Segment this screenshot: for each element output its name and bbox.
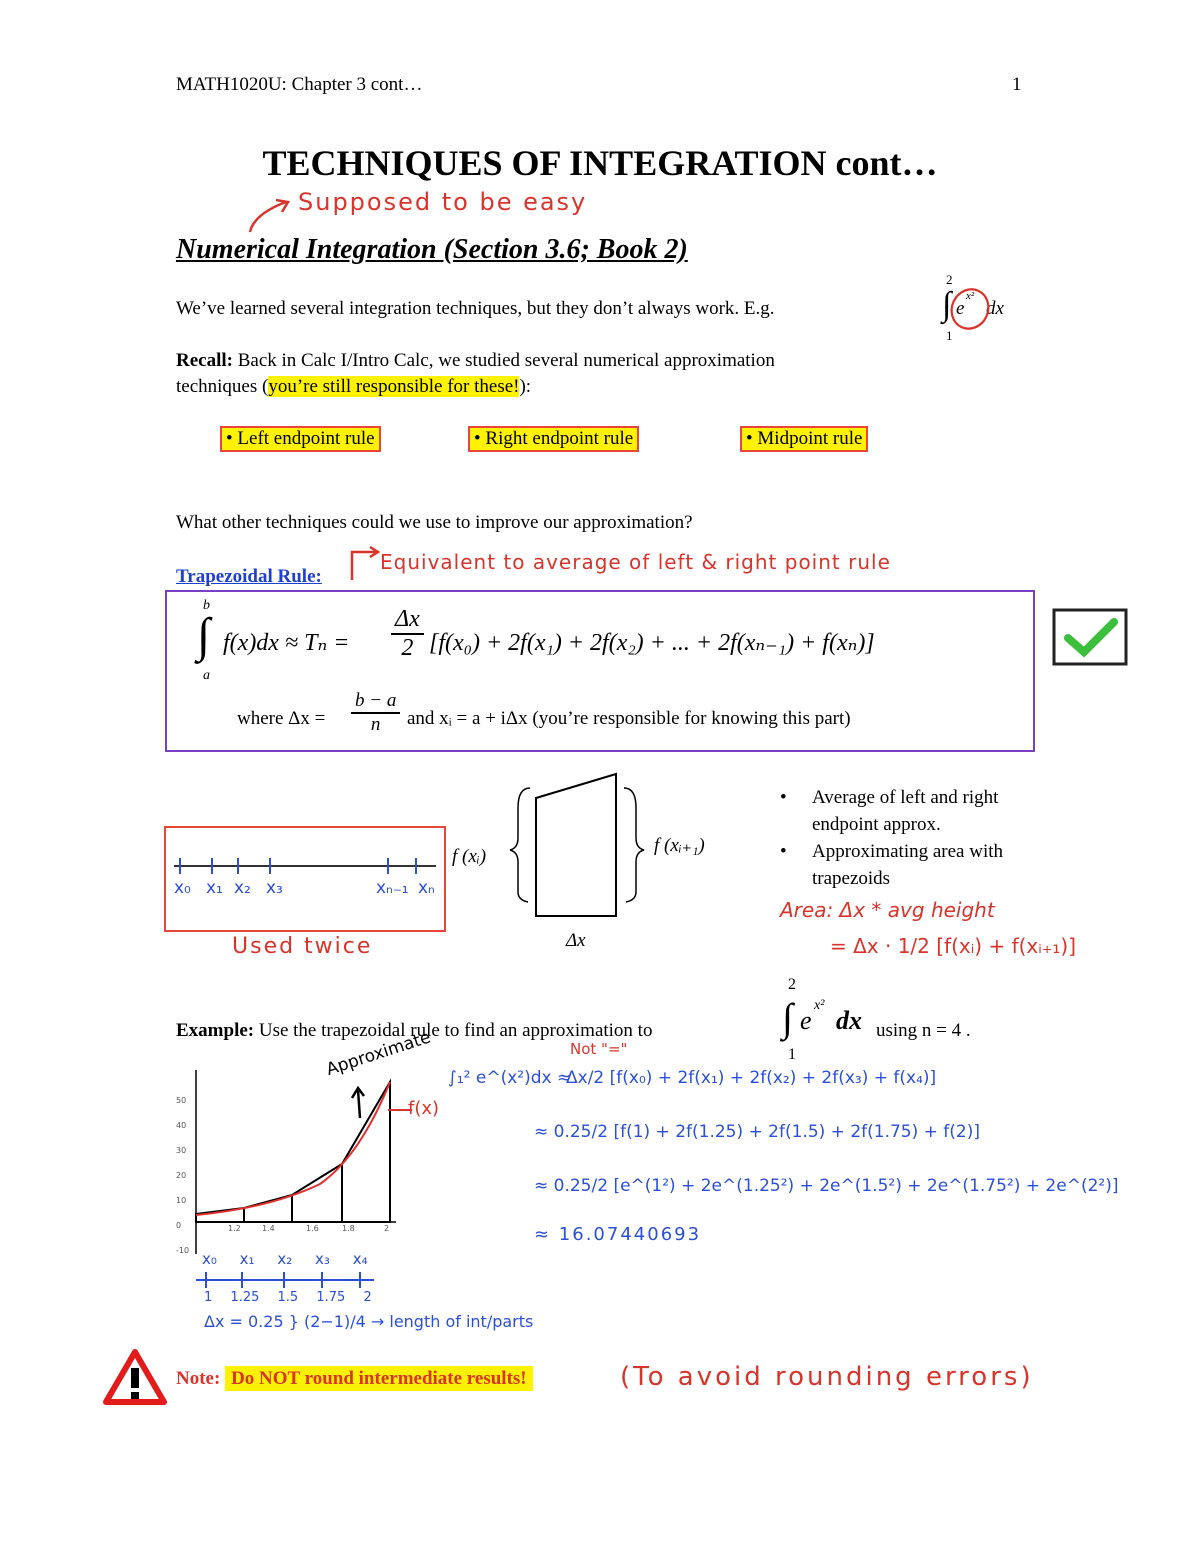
- formula-fraction: [391, 606, 424, 662]
- integrand: e: [800, 1006, 812, 1035]
- x-value: 1: [204, 1290, 213, 1305]
- tick-label: 1.2: [228, 1224, 241, 1233]
- fraction-denominator: 2: [401, 635, 414, 661]
- where-label: where Δx =: [237, 708, 326, 729]
- page-title: TECHNIQUES OF INTEGRATION cont…: [262, 143, 938, 183]
- graph-x-values: [204, 1290, 372, 1305]
- recall-line-2: [176, 376, 531, 398]
- x-value: 1.25: [230, 1290, 260, 1305]
- axis-label: xₙ: [418, 878, 435, 898]
- step-3: ≈ 0.25/2 [e^(1²) + 2e^(1.25²) + 2e^(1.5²) + 2e^(1.75²) + 2e^(2²)]: [534, 1176, 1119, 1196]
- x-value: 1.75: [316, 1290, 346, 1305]
- where-text: and xᵢ = a + iΔx (you’re responsible for knowing this part): [407, 708, 851, 729]
- graph-y-ticks: [176, 1088, 189, 1263]
- fraction-numerator: Δx: [391, 606, 424, 635]
- label-f-xi1: f (xᵢ₊₁): [654, 835, 705, 856]
- trapezoid-heading: Trapezoidal Rule:: [176, 566, 322, 587]
- annotation-supposed: Supposed to be easy: [298, 188, 588, 216]
- axis-label: x₀: [174, 878, 191, 898]
- number-line: [194, 1270, 376, 1290]
- tick-label: 1.8: [342, 1224, 355, 1233]
- note-line: [176, 1368, 533, 1390]
- section-heading: Numerical Integration (Section 3.6; Book 2): [176, 234, 688, 265]
- fraction-numerator: b − a: [351, 690, 400, 714]
- annotation-approximate: Approximate: [323, 1027, 434, 1080]
- graph-x-labels: [202, 1250, 368, 1268]
- rule-left-endpoint: • Left endpoint rule: [220, 426, 381, 452]
- tick-label: 50: [176, 1096, 187, 1105]
- formula-box: [165, 590, 1035, 752]
- axis-label: x₂: [234, 878, 251, 898]
- formula-bracket: [f(x₀) + 2f(x₁) + 2f(x₂) + ... + 2f(xₙ₋₁) + f(xₙ)]: [429, 630, 875, 656]
- circle-annotation: [946, 286, 996, 332]
- annotation-used-twice: Used twice: [232, 934, 373, 959]
- annotation-delta-x: Δx = 0.25 } (2−1)/4 → length of int/parts: [204, 1312, 534, 1331]
- integrand: e: [956, 298, 965, 319]
- exponent: x²: [814, 998, 825, 1013]
- x-value: 2: [363, 1290, 372, 1305]
- integral-sign: ∫: [942, 286, 952, 323]
- x-label: x₂: [277, 1250, 293, 1268]
- trapezoid-shape: [508, 768, 648, 922]
- step-1-lhs: ∫₁² e^(x²)dx ≈: [448, 1068, 572, 1088]
- arrow-icon: [348, 546, 382, 582]
- x-label: x₃: [315, 1250, 330, 1268]
- x-value: 1.5: [277, 1290, 299, 1305]
- where-fraction: [351, 690, 400, 736]
- rule-label: Left endpoint rule: [237, 428, 375, 449]
- annotation-fx: f(x): [408, 1098, 440, 1119]
- step-2: ≈ 0.25/2 [f(1) + 2f(1.25) + 2f(1.5) + 2f(1.75) + f(2)]: [534, 1122, 980, 1142]
- axis-label: x₃: [266, 878, 283, 898]
- rule-midpoint: • Midpoint rule: [740, 426, 868, 452]
- recall-highlight: you’re still responsible for these!: [268, 376, 520, 397]
- example-label: Example:: [176, 1020, 255, 1041]
- page-number: 1: [1012, 74, 1022, 95]
- tick-label: 0: [176, 1221, 182, 1230]
- fraction-denominator: n: [370, 714, 381, 735]
- bullet-text: Approximating area with trapezoids: [812, 841, 1004, 889]
- differential: dx: [836, 1006, 862, 1035]
- warning-icon: [102, 1348, 168, 1406]
- tick-label: 2: [384, 1224, 390, 1233]
- lower-limit: 1: [788, 1046, 796, 1063]
- note-label: Note:: [176, 1368, 221, 1389]
- intro-text: We’ve learned several integration techniques, but they don’t always work. E.g.: [176, 298, 775, 319]
- example-integral: [782, 976, 874, 1066]
- differential: dx: [986, 298, 1004, 319]
- tick-label: 1.6: [306, 1224, 319, 1233]
- recall-label: Recall:: [176, 350, 233, 371]
- recall-text-a: techniques (: [176, 376, 269, 397]
- bullet-text: Average of left and right endpoint approx.: [812, 787, 999, 835]
- recall-text-b: ):: [519, 376, 532, 397]
- annotation-area: Area: Δx * avg height: [780, 898, 995, 922]
- step-4-result: ≈ 16.07440693: [534, 1224, 702, 1245]
- recall-text: Back in Calc I/Intro Calc, we studied several numerical approximation: [232, 350, 775, 371]
- tick-label: 1.4: [262, 1224, 275, 1233]
- arrow-icon: [246, 196, 296, 236]
- label-dx: Δx: [566, 930, 586, 951]
- recall-line-1: [176, 350, 775, 372]
- axis-label: xₙ₋₁: [376, 878, 409, 898]
- upper-limit: 2: [788, 976, 796, 993]
- example-text: Use the trapezoidal rule to find an approximation to: [254, 1020, 653, 1041]
- lower-limit: a: [203, 668, 210, 683]
- step-1: Δx/2 [f(x₀) + 2f(x₁) + 2f(x₂) + 2f(x₃) + f(x₄)]: [566, 1068, 937, 1088]
- rule-label: Right endpoint rule: [485, 428, 634, 449]
- checkmark-icon: [1052, 608, 1128, 666]
- running-header: MATH1020U: Chapter 3 cont…: [176, 74, 423, 95]
- x-label: x₄: [352, 1250, 368, 1268]
- formula-lhs: f(x)dx ≈ Tₙ =: [223, 630, 350, 656]
- tick-label: 10: [176, 1196, 187, 1205]
- label-f-xi: f (xᵢ): [452, 846, 487, 867]
- upper-limit: b: [203, 598, 210, 613]
- rule-label: Midpoint rule: [757, 428, 863, 449]
- rule-right-endpoint: • Right endpoint rule: [468, 426, 639, 452]
- axis-label: x₁: [206, 878, 223, 898]
- lower-limit: 1: [946, 328, 953, 343]
- tick-label: 40: [176, 1121, 187, 1130]
- bullet-list: [780, 784, 1040, 892]
- question-text: What other techniques could we use to improve our approximation?: [176, 512, 693, 533]
- x-label: x₁: [239, 1250, 255, 1268]
- integral-sign: ∫: [197, 609, 211, 662]
- note-text: Do NOT round intermediate results!: [225, 1366, 533, 1391]
- bullet-item: • Average of left and right endpoint approx.: [780, 784, 1040, 838]
- tick-label: 20: [176, 1171, 187, 1180]
- annotation-avoid: (To avoid rounding errors): [620, 1362, 1034, 1392]
- bullet-item: • Approximating area with trapezoids: [780, 838, 1040, 892]
- example-using: using n = 4 .: [876, 1020, 971, 1041]
- arrow-icon: [350, 1084, 370, 1120]
- exponent: x²: [966, 290, 975, 302]
- tick-label: -10: [176, 1246, 190, 1255]
- annotation-not-equal: Not "=": [570, 1040, 628, 1058]
- x-label: x₀: [202, 1250, 217, 1268]
- upper-limit: 2: [946, 272, 953, 287]
- annotation-area-formula: = Δx · 1/2 [f(xᵢ) + f(xᵢ₊₁)]: [830, 934, 1077, 958]
- integral-sign: ∫: [782, 995, 793, 1040]
- tick-label: 30: [176, 1146, 187, 1155]
- annotation-equivalent: Equivalent to average of left & right point rule: [380, 550, 891, 574]
